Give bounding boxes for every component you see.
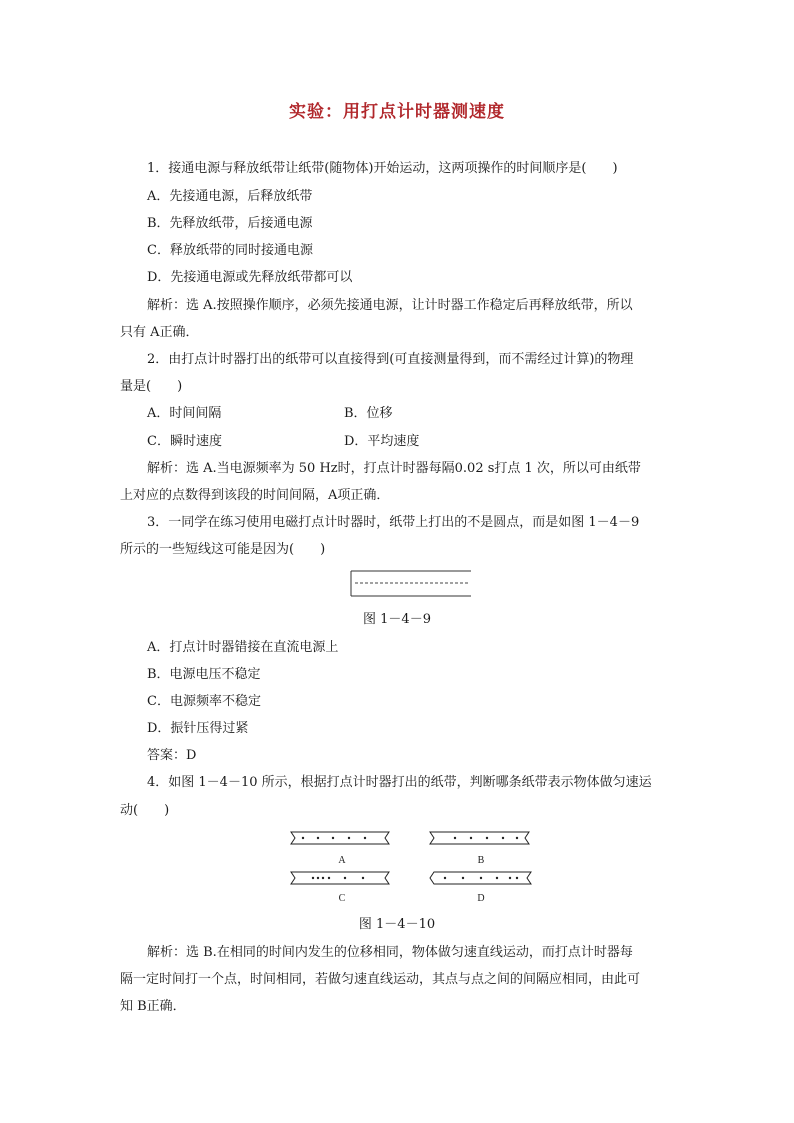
tape-b	[430, 832, 529, 844]
question-1-option-b: B．先释放纸带，后接通电源	[147, 216, 313, 231]
question-2-analysis-line-1: 解析：选 A.当电源频率为 50 Hz时，打点计时器每隔0.02 s打点 1 次，所以可由纸带	[147, 461, 641, 476]
tape-d-label: D	[477, 893, 485, 904]
question-3-stem-line-2: 所示的一些短线这可能是因为( )	[120, 542, 326, 557]
tape-d	[430, 872, 531, 884]
tape-a-label: A	[338, 855, 346, 866]
figure-1-4-9-caption: 图 1－4－9	[363, 612, 431, 627]
tape-b-label: B	[477, 855, 485, 866]
figure-1-4-10-tapes	[285, 828, 535, 908]
question-3-answer: 答案：D	[147, 748, 197, 763]
question-1-option-d: D．先接通电源或先释放纸带都可以	[147, 270, 353, 285]
question-2-stem-line-1: 2．由打点计时器打出的纸带可以直接得到(可直接测量得到，而不需经过计算)的物理	[147, 352, 634, 367]
question-2-analysis-line-2: 上对应的点数得到该段的时间间隔，A项正确．	[120, 488, 390, 503]
question-4-analysis-line-3: 知 B正确．	[120, 999, 186, 1014]
question-3-option-a: A．打点计时器错接在直流电源上	[147, 640, 339, 655]
question-3-option-c: C．电源频率不稳定	[147, 694, 261, 709]
question-4-analysis-line-2: 隔一定时间打一个点，时间相同，若做匀速直线运动，其点与点之间的间隔应相同，由此可	[120, 972, 641, 987]
question-4-stem-line-1: 4．如图 1－4－10 所示，根据打点计时器打出的纸带，判断哪条纸带表示物体做匀速运	[147, 775, 652, 790]
tape-a	[291, 832, 389, 844]
question-1-option-a: A．先接通电源，后释放纸带	[147, 189, 313, 204]
figure-1-4-9-tape	[349, 569, 473, 599]
question-4-analysis-line-1: 解析：选 B.在相同的时间内发生的位移相同，物体做匀速直线运动，而打点计时器每	[147, 945, 633, 960]
question-1-analysis-line-2: 只有 A正确．	[120, 325, 199, 340]
question-3-option-d: D．振针压得过紧	[147, 721, 249, 736]
question-2-option-a: A．时间间隔	[147, 406, 222, 421]
question-2-option-c: C．瞬时速度	[147, 434, 222, 449]
question-3-option-b: B．电源电压不稳定	[147, 667, 261, 682]
figure-1-4-10-caption: 图 1－4－10	[358, 917, 436, 932]
tape-c-label: C	[338, 893, 346, 904]
question-2-option-d: D．平均速度	[344, 434, 420, 449]
tape-c	[291, 872, 389, 884]
question-2-stem-line-2: 量是( )	[120, 379, 183, 394]
question-3-stem-line-1: 3．一同学在练习使用电磁打点计时器时，纸带上打出的不是圆点，而是如图 1－4－9	[147, 515, 640, 530]
question-2-option-b: B．位移	[344, 406, 393, 421]
question-1-option-c: C．释放纸带的同时接通电源	[147, 243, 313, 258]
question-1-analysis-line-1: 解析：选 A.按照操作顺序，必须先接通电源，让计时器工作稳定后再释放纸带，所以	[147, 298, 633, 313]
page-title: 实验：用打点计时器测速度	[289, 102, 505, 122]
question-4-stem-line-2: 动( )	[120, 803, 170, 818]
question-1-stem: 1．接通电源与释放纸带让纸带(随物体)开始运动，这两项操作的时间顺序是( )	[147, 161, 618, 176]
